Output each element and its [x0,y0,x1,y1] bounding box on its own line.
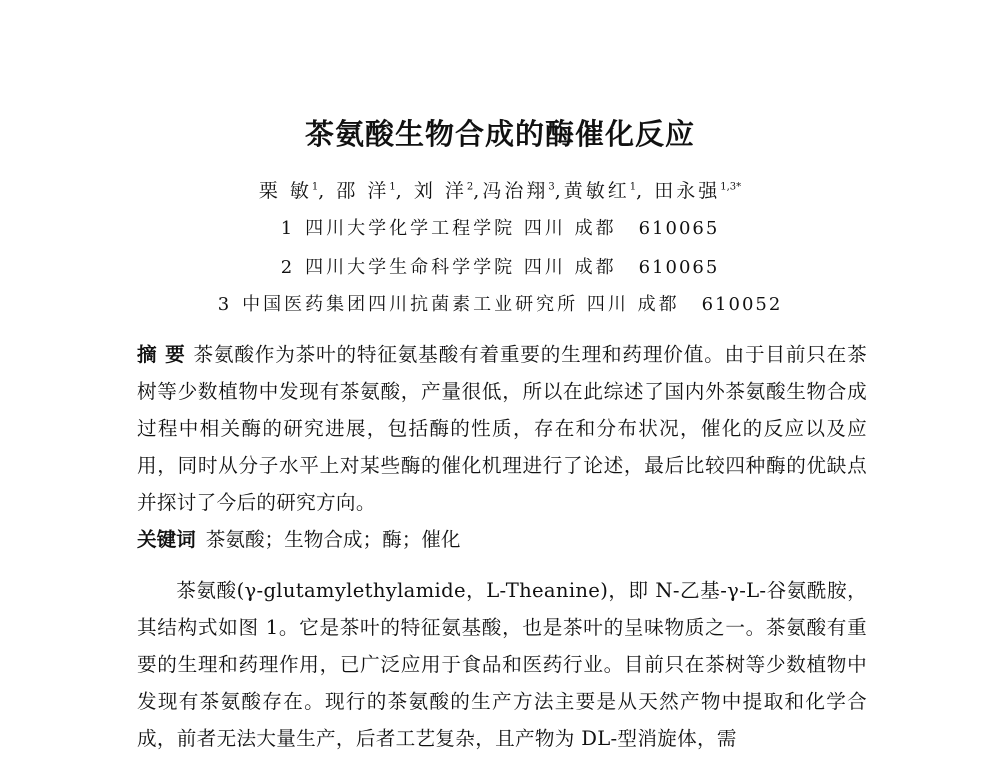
affiliation-number: 3 [217,294,233,315]
postal-code: 610052 [701,294,783,315]
author-name: 黄敏红 [563,180,630,202]
author-affiliation-mark: 1 [311,181,319,193]
affiliation-text: 中国医药集团四川抗菌素工业研究所 四川 成都 [242,294,680,315]
keywords-label: 关键词 [137,528,196,551]
author-line: 栗 敏$^1$, 邵 洋$^1$, 刘 洋$^2$,冯治翔$^3$,黄敏红$^1$, 田永强$^{1,3*}$ [258,180,742,202]
abstract-text: 茶氨酸作为茶叶的特征氨基酸有着重要的生理和药理价值。由于目前只在茶树等少数植物中发现有茶氨酸，产量很低，所以在此综述了国内外茶氨酸生物合成过程中相关酶的研究进展，包括酶的性质，存在和分布状况，催化的反应以及应用，同时从分子水平上对某些酶的催化机理进行了论述，最后比较四种酶的优缺点并探讨了今后的研究方向。 [137,343,867,514]
affiliation-line [0,214,1000,240]
author-affiliation-mark: 2 [466,181,474,193]
postal-code: 610065 [638,257,720,278]
affiliation-number: 2 [280,257,296,278]
affiliation-text: 四川大学化学工程学院 四川 成都 [305,218,617,239]
abstract [137,336,867,521]
body-paragraph: 茶氨酸(γ-glutamylethylamide，L-Theanine)，即 N-乙基-γ-L-谷氨酰胺，其结构式如图 1。它是茶叶的特征氨基酸，也是茶叶的呈味物质之一。茶氨酸有重要的生理和药理作用，已广泛应用于食品和医药行业。目前只在茶树等少数植物中发现有茶氨酸存在。现行的茶氨酸的生产方法主要是从天然产物中提取和化学合成，前者无法大量生产，后者工艺复杂，且产物为 DL-型消旋体，需 [137,579,867,750]
author-name: 栗 敏 [258,180,312,202]
author-affiliation-mark: 1,3* [720,181,742,193]
paper-title: 茶氨酸生物合成的酶催化反应 [304,117,695,151]
author-name: 冯治翔 [482,180,549,202]
author-name: 田永强 [654,180,721,202]
abstract-label: 摘 要 [137,343,186,366]
keywords [137,524,867,556]
postal-code: 610065 [638,218,720,239]
author-affiliation-mark: 3 [548,181,555,193]
affiliation-line [0,290,1000,316]
author-name: 刘 洋 [413,180,467,202]
author-name: 邵 洋 [336,180,390,202]
author-affiliation-mark: 1 [389,181,396,193]
affiliation-number: 1 [280,218,296,239]
author-affiliation-mark: 1 [629,181,637,193]
affiliation-line [0,253,1000,279]
keywords-text: 茶氨酸；生物合成；酶；催化 [205,528,461,551]
affiliation-text: 四川大学生命科学学院 四川 成都 [305,257,617,278]
